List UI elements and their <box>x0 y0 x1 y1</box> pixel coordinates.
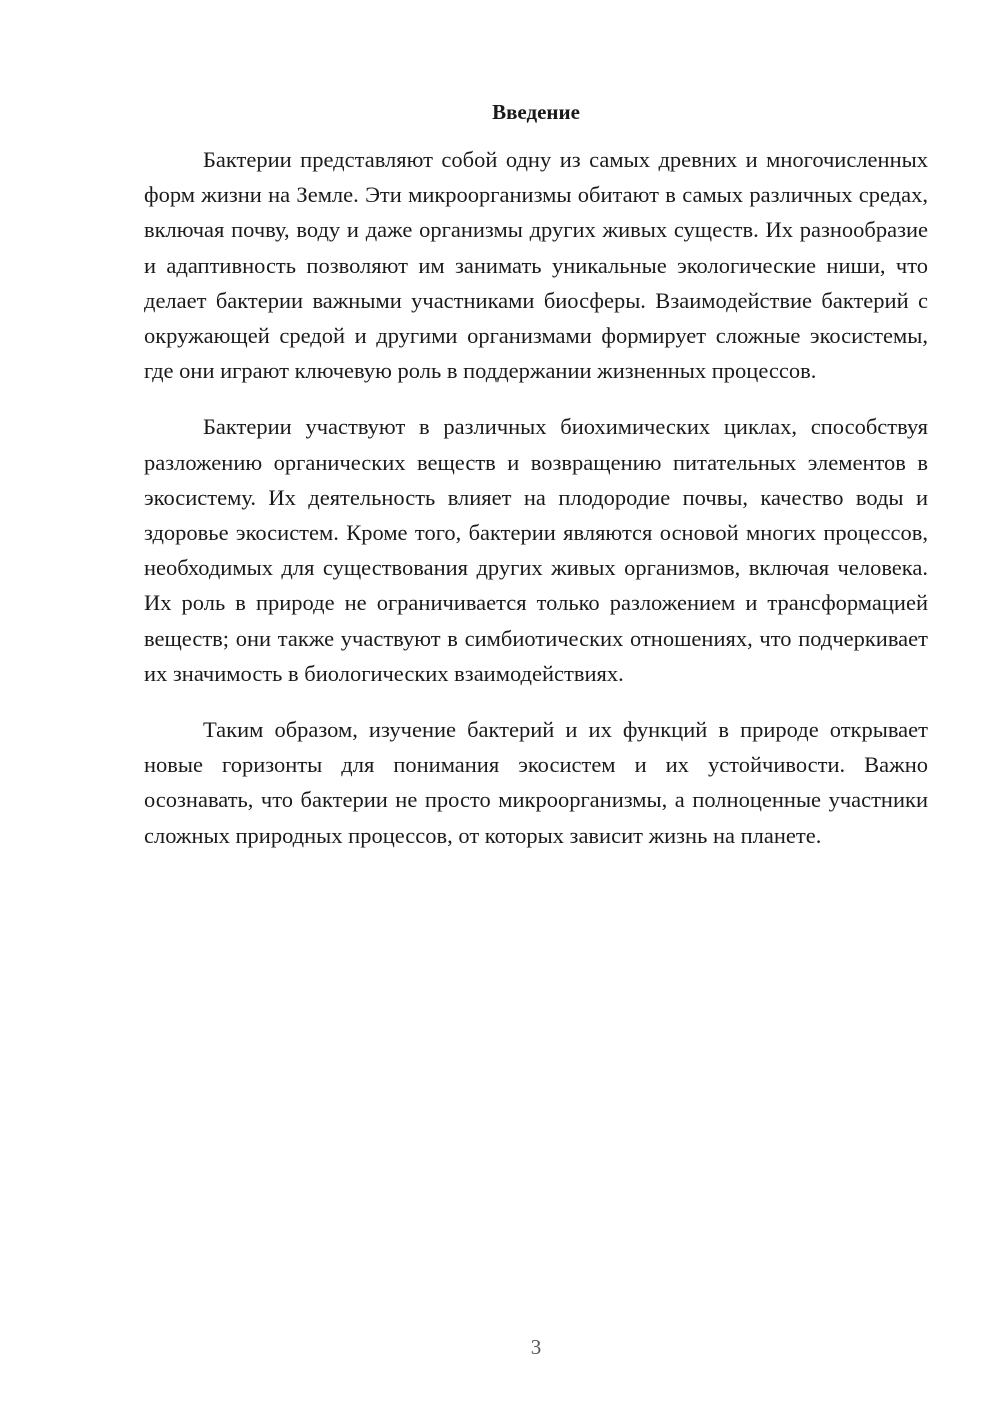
page-number: 3 <box>530 1335 542 1359</box>
body-text <box>144 142 928 853</box>
paragraph-2: Бактерии участвуют в различных биохимических циклах, способствуя разложению органических веществ и возвращению питательных элементов в экосистему. Их деятельность влияет на плодородие почвы, качество воды и здоровье экосистем. Кроме того, бактерии являются основой многих процессов, необходимых для существования других живых организмов, включая человека. Их роль в природе не ограничивается только разложением и трансформацией веществ; они также участвуют в симбиотических отношениях, что подчеркивает их значимость в биологических взаимодействиях. <box>144 414 928 686</box>
section-heading: Введение <box>492 100 580 124</box>
paragraph-3: Таким образом, изучение бактерий и их функций в природе открывает новые горизонты для понимания экосистем и их устойчивости. Важно осознавать, что бактерии не просто микроорганизмы, а полноценные участники сложных природных процессов, от которых зависит жизнь на планете. <box>144 717 928 848</box>
paragraph-1: Бактерии представляют собой одну из самых древних и многочисленных форм жизни на Земле. Эти микроорганизмы обитают в самых различных средах, включая почву, воду и даже организмы других живых существ. Их разнообразие и адаптивность позволяют им занимать уникальные экологические ниши, что делает бактерии важными участниками биосферы. Взаимодействие бактерий с окружающей средой и другими организмами формирует сложные экосистемы, где они играют ключевую роль в поддержании жизненных процессов. <box>144 147 928 384</box>
